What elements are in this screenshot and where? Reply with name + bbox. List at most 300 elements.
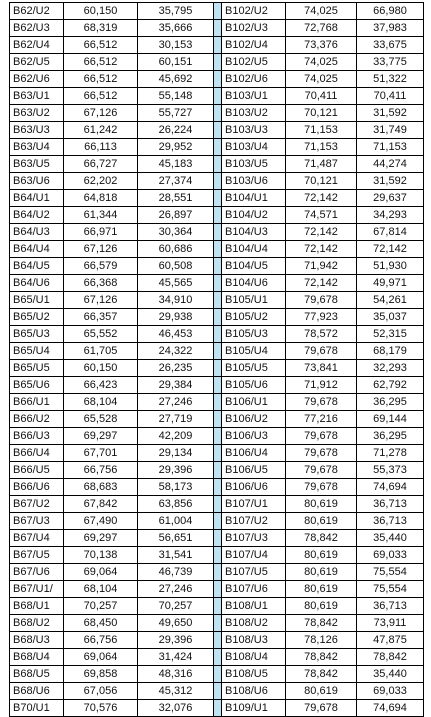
right-value-2-cell: 31,592 xyxy=(357,173,424,190)
table-row xyxy=(10,683,424,700)
column-separator xyxy=(214,122,222,139)
right-value-2-cell: 36,713 xyxy=(357,496,424,513)
column-separator xyxy=(214,513,222,530)
right-id-cell: B105/U6 xyxy=(222,377,286,394)
column-separator xyxy=(214,190,222,207)
right-value-1-cell: 78,842 xyxy=(286,649,357,666)
right-id-cell: B107/U4 xyxy=(222,547,286,564)
right-value-2-cell: 36,713 xyxy=(357,598,424,615)
left-id-cell: B68/U2 xyxy=(10,615,64,632)
column-separator xyxy=(214,394,222,411)
right-value-2-cell: 44,274 xyxy=(357,156,424,173)
column-separator xyxy=(214,3,222,20)
right-id-cell: B106/U2 xyxy=(222,411,286,428)
right-value-2-cell: 31,749 xyxy=(357,122,424,139)
left-value-1-cell: 66,368 xyxy=(64,275,138,292)
right-value-2-cell: 66,980 xyxy=(357,3,424,20)
table-row xyxy=(10,632,424,649)
right-id-cell: B105/U4 xyxy=(222,343,286,360)
left-id-cell: B63/U1 xyxy=(10,88,64,105)
table-row xyxy=(10,139,424,156)
left-value-1-cell: 68,319 xyxy=(64,20,138,37)
left-value-1-cell: 67,126 xyxy=(64,292,138,309)
left-id-cell: B66/U2 xyxy=(10,411,64,428)
left-value-1-cell: 66,113 xyxy=(64,139,138,156)
left-id-cell: B66/U1 xyxy=(10,394,64,411)
table-row xyxy=(10,547,424,564)
right-id-cell: B103/U2 xyxy=(222,105,286,122)
left-id-cell: B63/U6 xyxy=(10,173,64,190)
left-value-1-cell: 68,104 xyxy=(64,394,138,411)
left-value-2-cell: 27,246 xyxy=(138,394,214,411)
left-id-cell: B65/U4 xyxy=(10,343,64,360)
left-value-2-cell: 29,952 xyxy=(138,139,214,156)
left-value-1-cell: 67,842 xyxy=(64,496,138,513)
column-separator xyxy=(214,445,222,462)
right-id-cell: B102/U2 xyxy=(222,3,286,20)
right-value-2-cell: 31,592 xyxy=(357,105,424,122)
left-value-1-cell: 61,344 xyxy=(64,207,138,224)
table-row xyxy=(10,173,424,190)
right-value-2-cell: 78,842 xyxy=(357,649,424,666)
left-value-1-cell: 64,818 xyxy=(64,190,138,207)
left-value-1-cell: 70,576 xyxy=(64,700,138,717)
column-separator xyxy=(214,71,222,88)
right-value-1-cell: 79,678 xyxy=(286,394,357,411)
left-id-cell: B64/U5 xyxy=(10,258,64,275)
table-row xyxy=(10,275,424,292)
right-id-cell: B108/U1 xyxy=(222,598,286,615)
column-separator xyxy=(214,207,222,224)
right-value-1-cell: 72,142 xyxy=(286,275,357,292)
left-value-1-cell: 66,971 xyxy=(64,224,138,241)
right-value-2-cell: 51,930 xyxy=(357,258,424,275)
right-id-cell: B103/U3 xyxy=(222,122,286,139)
left-value-2-cell: 24,322 xyxy=(138,343,214,360)
left-value-2-cell: 45,565 xyxy=(138,275,214,292)
left-value-1-cell: 61,705 xyxy=(64,343,138,360)
right-id-cell: B105/U5 xyxy=(222,360,286,377)
column-separator xyxy=(214,530,222,547)
column-separator xyxy=(214,156,222,173)
right-value-1-cell: 71,487 xyxy=(286,156,357,173)
right-value-2-cell: 70,411 xyxy=(357,88,424,105)
right-id-cell: B104/U4 xyxy=(222,241,286,258)
right-value-1-cell: 71,942 xyxy=(286,258,357,275)
right-value-2-cell: 73,911 xyxy=(357,615,424,632)
right-id-cell: B106/U3 xyxy=(222,428,286,445)
left-value-1-cell: 66,512 xyxy=(64,54,138,71)
right-value-1-cell: 80,619 xyxy=(286,564,357,581)
left-id-cell: B66/U6 xyxy=(10,479,64,496)
left-value-1-cell: 67,490 xyxy=(64,513,138,530)
left-id-cell: B67/U1/ xyxy=(10,581,64,598)
table-row xyxy=(10,309,424,326)
column-separator xyxy=(214,88,222,105)
right-value-1-cell: 78,572 xyxy=(286,326,357,343)
left-value-2-cell: 29,396 xyxy=(138,462,214,479)
table-row xyxy=(10,462,424,479)
left-value-2-cell: 45,692 xyxy=(138,71,214,88)
left-value-2-cell: 48,316 xyxy=(138,666,214,683)
table-row xyxy=(10,105,424,122)
right-value-1-cell: 79,678 xyxy=(286,292,357,309)
right-value-1-cell: 77,216 xyxy=(286,411,357,428)
right-id-cell: B102/U6 xyxy=(222,71,286,88)
column-separator xyxy=(214,258,222,275)
right-id-cell: B102/U4 xyxy=(222,37,286,54)
left-value-1-cell: 66,727 xyxy=(64,156,138,173)
right-value-1-cell: 72,768 xyxy=(286,20,357,37)
table-row xyxy=(10,581,424,598)
right-value-1-cell: 80,619 xyxy=(286,598,357,615)
left-value-2-cell: 30,153 xyxy=(138,37,214,54)
left-value-2-cell: 31,541 xyxy=(138,547,214,564)
right-id-cell: B108/U6 xyxy=(222,683,286,700)
column-separator xyxy=(214,598,222,615)
column-separator xyxy=(214,241,222,258)
right-value-2-cell: 67,814 xyxy=(357,224,424,241)
right-id-cell: B105/U1 xyxy=(222,292,286,309)
right-id-cell: B107/U1 xyxy=(222,496,286,513)
left-id-cell: B66/U3 xyxy=(10,428,64,445)
column-separator xyxy=(214,428,222,445)
right-value-2-cell: 32,293 xyxy=(357,360,424,377)
column-separator xyxy=(214,649,222,666)
left-value-2-cell: 32,076 xyxy=(138,700,214,717)
right-id-cell: B104/U5 xyxy=(222,258,286,275)
right-value-1-cell: 72,142 xyxy=(286,224,357,241)
column-separator xyxy=(214,275,222,292)
right-value-1-cell: 79,678 xyxy=(286,700,357,717)
right-value-2-cell: 36,295 xyxy=(357,428,424,445)
left-value-2-cell: 34,910 xyxy=(138,292,214,309)
right-value-1-cell: 77,923 xyxy=(286,309,357,326)
right-value-2-cell: 34,293 xyxy=(357,207,424,224)
right-id-cell: B103/U4 xyxy=(222,139,286,156)
left-id-cell: B62/U2 xyxy=(10,3,64,20)
right-value-1-cell: 78,126 xyxy=(286,632,357,649)
left-value-1-cell: 66,512 xyxy=(64,37,138,54)
table-row xyxy=(10,496,424,513)
table-row xyxy=(10,122,424,139)
right-id-cell: B107/U6 xyxy=(222,581,286,598)
right-id-cell: B103/U1 xyxy=(222,88,286,105)
table-row xyxy=(10,343,424,360)
right-value-1-cell: 71,153 xyxy=(286,139,357,156)
column-separator xyxy=(214,496,222,513)
column-separator xyxy=(214,343,222,360)
left-value-1-cell: 68,683 xyxy=(64,479,138,496)
right-value-1-cell: 70,121 xyxy=(286,105,357,122)
left-value-1-cell: 69,297 xyxy=(64,428,138,445)
left-id-cell: B64/U6 xyxy=(10,275,64,292)
right-value-2-cell: 52,315 xyxy=(357,326,424,343)
right-value-2-cell: 49,971 xyxy=(357,275,424,292)
right-value-2-cell: 33,675 xyxy=(357,37,424,54)
table-row xyxy=(10,598,424,615)
right-value-1-cell: 72,142 xyxy=(286,241,357,258)
table-row xyxy=(10,326,424,343)
table-row xyxy=(10,377,424,394)
left-value-2-cell: 26,897 xyxy=(138,207,214,224)
table-body xyxy=(10,3,424,717)
left-value-2-cell: 29,134 xyxy=(138,445,214,462)
table-row xyxy=(10,241,424,258)
right-value-2-cell: 33,775 xyxy=(357,54,424,71)
left-id-cell: B65/U1 xyxy=(10,292,64,309)
left-value-1-cell: 69,858 xyxy=(64,666,138,683)
table-row xyxy=(10,190,424,207)
table-row xyxy=(10,649,424,666)
table-row xyxy=(10,20,424,37)
right-value-2-cell: 35,440 xyxy=(357,666,424,683)
column-separator xyxy=(214,105,222,122)
left-id-cell: B62/U4 xyxy=(10,37,64,54)
right-value-1-cell: 80,619 xyxy=(286,683,357,700)
right-id-cell: B104/U3 xyxy=(222,224,286,241)
right-id-cell: B104/U6 xyxy=(222,275,286,292)
left-value-1-cell: 69,064 xyxy=(64,564,138,581)
right-value-1-cell: 78,842 xyxy=(286,615,357,632)
column-separator xyxy=(214,377,222,394)
right-id-cell: B103/U6 xyxy=(222,173,286,190)
left-value-2-cell: 46,739 xyxy=(138,564,214,581)
left-value-1-cell: 67,126 xyxy=(64,241,138,258)
table-row xyxy=(10,71,424,88)
left-value-2-cell: 42,209 xyxy=(138,428,214,445)
column-separator xyxy=(214,309,222,326)
left-value-2-cell: 26,235 xyxy=(138,360,214,377)
right-id-cell: B102/U5 xyxy=(222,54,286,71)
left-value-2-cell: 29,938 xyxy=(138,309,214,326)
left-id-cell: B67/U6 xyxy=(10,564,64,581)
left-value-2-cell: 61,004 xyxy=(138,513,214,530)
left-id-cell: B68/U3 xyxy=(10,632,64,649)
left-value-1-cell: 60,150 xyxy=(64,360,138,377)
column-separator xyxy=(214,292,222,309)
column-separator xyxy=(214,581,222,598)
left-id-cell: B62/U3 xyxy=(10,20,64,37)
right-value-2-cell: 37,983 xyxy=(357,20,424,37)
table-row xyxy=(10,224,424,241)
right-id-cell: B104/U2 xyxy=(222,207,286,224)
left-value-1-cell: 65,528 xyxy=(64,411,138,428)
left-value-2-cell: 63,856 xyxy=(138,496,214,513)
table-row xyxy=(10,156,424,173)
table-row xyxy=(10,258,424,275)
column-separator xyxy=(214,224,222,241)
table-row xyxy=(10,207,424,224)
right-id-cell: B105/U2 xyxy=(222,309,286,326)
right-value-1-cell: 79,678 xyxy=(286,343,357,360)
table-row xyxy=(10,428,424,445)
left-value-1-cell: 66,512 xyxy=(64,71,138,88)
table-row xyxy=(10,530,424,547)
right-value-2-cell: 62,792 xyxy=(357,377,424,394)
column-separator xyxy=(214,37,222,54)
right-id-cell: B107/U5 xyxy=(222,564,286,581)
left-value-1-cell: 61,242 xyxy=(64,122,138,139)
left-value-2-cell: 35,795 xyxy=(138,3,214,20)
table-row xyxy=(10,88,424,105)
right-value-2-cell: 36,295 xyxy=(357,394,424,411)
left-value-2-cell: 31,424 xyxy=(138,649,214,666)
left-value-1-cell: 66,756 xyxy=(64,632,138,649)
right-value-1-cell: 74,025 xyxy=(286,71,357,88)
column-separator xyxy=(214,683,222,700)
table-row xyxy=(10,564,424,581)
left-value-1-cell: 66,357 xyxy=(64,309,138,326)
right-value-2-cell: 74,694 xyxy=(357,700,424,717)
left-value-2-cell: 27,246 xyxy=(138,581,214,598)
column-separator xyxy=(214,20,222,37)
right-value-2-cell: 68,179 xyxy=(357,343,424,360)
left-value-1-cell: 66,756 xyxy=(64,462,138,479)
right-id-cell: B106/U1 xyxy=(222,394,286,411)
left-value-2-cell: 29,384 xyxy=(138,377,214,394)
right-id-cell: B107/U3 xyxy=(222,530,286,547)
right-value-1-cell: 74,571 xyxy=(286,207,357,224)
left-value-1-cell: 69,064 xyxy=(64,649,138,666)
left-id-cell: B63/U2 xyxy=(10,105,64,122)
table-row xyxy=(10,479,424,496)
data-table xyxy=(9,2,424,717)
column-separator xyxy=(214,666,222,683)
left-value-2-cell: 30,364 xyxy=(138,224,214,241)
right-value-1-cell: 79,678 xyxy=(286,479,357,496)
right-value-1-cell: 79,678 xyxy=(286,428,357,445)
left-value-2-cell: 28,551 xyxy=(138,190,214,207)
left-id-cell: B68/U5 xyxy=(10,666,64,683)
left-value-1-cell: 67,126 xyxy=(64,105,138,122)
table-row xyxy=(10,513,424,530)
table-row xyxy=(10,700,424,717)
column-separator xyxy=(214,54,222,71)
left-id-cell: B66/U4 xyxy=(10,445,64,462)
right-value-2-cell: 74,694 xyxy=(357,479,424,496)
table-row xyxy=(10,3,424,20)
left-value-2-cell: 29,396 xyxy=(138,632,214,649)
left-value-1-cell: 66,579 xyxy=(64,258,138,275)
left-id-cell: B64/U3 xyxy=(10,224,64,241)
left-value-2-cell: 55,148 xyxy=(138,88,214,105)
column-separator xyxy=(214,632,222,649)
right-value-1-cell: 80,619 xyxy=(286,496,357,513)
table-row xyxy=(10,292,424,309)
left-id-cell: B62/U5 xyxy=(10,54,64,71)
table-row xyxy=(10,360,424,377)
left-value-2-cell: 70,257 xyxy=(138,598,214,615)
right-value-2-cell: 69,033 xyxy=(357,683,424,700)
right-id-cell: B108/U3 xyxy=(222,632,286,649)
left-value-1-cell: 66,423 xyxy=(64,377,138,394)
left-id-cell: B64/U1 xyxy=(10,190,64,207)
left-value-2-cell: 26,224 xyxy=(138,122,214,139)
left-id-cell: B63/U5 xyxy=(10,156,64,173)
right-value-2-cell: 69,033 xyxy=(357,547,424,564)
left-id-cell: B67/U4 xyxy=(10,530,64,547)
left-id-cell: B65/U3 xyxy=(10,326,64,343)
right-id-cell: B109/U1 xyxy=(222,700,286,717)
right-value-2-cell: 29,637 xyxy=(357,190,424,207)
left-value-1-cell: 69,297 xyxy=(64,530,138,547)
table-row xyxy=(10,615,424,632)
left-id-cell: B70/U1 xyxy=(10,700,64,717)
right-value-1-cell: 73,376 xyxy=(286,37,357,54)
left-value-1-cell: 68,450 xyxy=(64,615,138,632)
right-value-2-cell: 47,875 xyxy=(357,632,424,649)
left-value-2-cell: 35,666 xyxy=(138,20,214,37)
right-id-cell: B106/U5 xyxy=(222,462,286,479)
left-value-2-cell: 27,719 xyxy=(138,411,214,428)
right-value-1-cell: 70,121 xyxy=(286,173,357,190)
left-id-cell: B67/U5 xyxy=(10,547,64,564)
right-id-cell: B106/U4 xyxy=(222,445,286,462)
right-value-2-cell: 36,713 xyxy=(357,513,424,530)
left-value-1-cell: 70,138 xyxy=(64,547,138,564)
right-value-2-cell: 71,153 xyxy=(357,139,424,156)
left-id-cell: B63/U4 xyxy=(10,139,64,156)
right-value-1-cell: 72,142 xyxy=(286,190,357,207)
left-id-cell: B65/U5 xyxy=(10,360,64,377)
right-value-2-cell: 75,554 xyxy=(357,564,424,581)
right-value-1-cell: 80,619 xyxy=(286,581,357,598)
left-id-cell: B65/U6 xyxy=(10,377,64,394)
column-separator xyxy=(214,615,222,632)
right-id-cell: B105/U3 xyxy=(222,326,286,343)
right-id-cell: B103/U5 xyxy=(222,156,286,173)
left-value-2-cell: 27,374 xyxy=(138,173,214,190)
right-id-cell: B108/U2 xyxy=(222,615,286,632)
right-id-cell: B102/U3 xyxy=(222,20,286,37)
left-value-2-cell: 60,686 xyxy=(138,241,214,258)
left-id-cell: B64/U4 xyxy=(10,241,64,258)
right-value-2-cell: 75,554 xyxy=(357,581,424,598)
left-value-1-cell: 67,701 xyxy=(64,445,138,462)
left-value-2-cell: 58,173 xyxy=(138,479,214,496)
column-separator xyxy=(214,462,222,479)
right-value-1-cell: 74,025 xyxy=(286,54,357,71)
column-separator xyxy=(214,547,222,564)
left-id-cell: B62/U6 xyxy=(10,71,64,88)
column-separator xyxy=(214,139,222,156)
left-value-2-cell: 55,727 xyxy=(138,105,214,122)
left-id-cell: B66/U5 xyxy=(10,462,64,479)
left-value-1-cell: 67,056 xyxy=(64,683,138,700)
left-id-cell: B65/U2 xyxy=(10,309,64,326)
left-id-cell: B68/U1 xyxy=(10,598,64,615)
right-id-cell: B106/U6 xyxy=(222,479,286,496)
left-value-2-cell: 60,151 xyxy=(138,54,214,71)
column-separator xyxy=(214,173,222,190)
right-value-2-cell: 35,440 xyxy=(357,530,424,547)
right-value-2-cell: 69,144 xyxy=(357,411,424,428)
right-value-2-cell: 72,142 xyxy=(357,241,424,258)
right-value-2-cell: 55,373 xyxy=(357,462,424,479)
right-id-cell: B104/U1 xyxy=(222,190,286,207)
left-value-2-cell: 49,650 xyxy=(138,615,214,632)
right-value-1-cell: 74,025 xyxy=(286,3,357,20)
left-value-2-cell: 45,183 xyxy=(138,156,214,173)
left-value-1-cell: 66,512 xyxy=(64,88,138,105)
table-row xyxy=(10,54,424,71)
left-id-cell: B68/U6 xyxy=(10,683,64,700)
right-value-2-cell: 35,037 xyxy=(357,309,424,326)
column-separator xyxy=(214,564,222,581)
table-row xyxy=(10,411,424,428)
right-id-cell: B108/U4 xyxy=(222,649,286,666)
